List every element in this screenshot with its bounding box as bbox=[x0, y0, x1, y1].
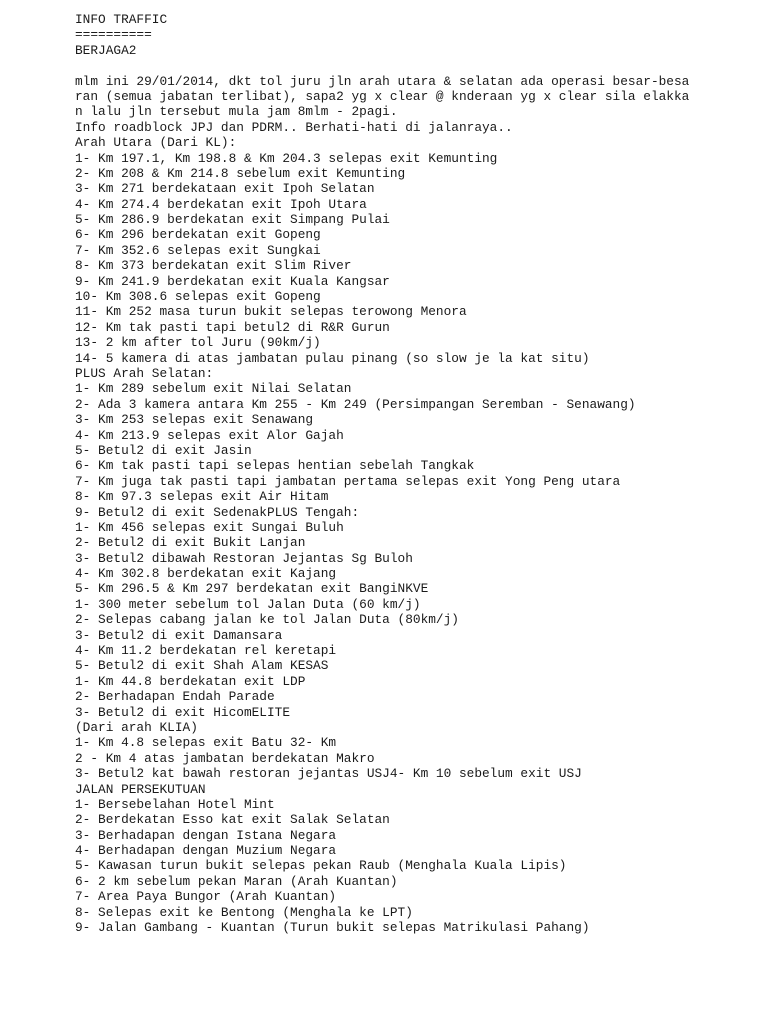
text-line: JALAN PERSEKUTUAN bbox=[75, 781, 206, 797]
text-line: 14- 5 kamera di atas jambatan pulau pinang (so slow je la kat situ) bbox=[75, 350, 590, 366]
text-line: 3- Betul2 di exit Damansara bbox=[75, 627, 283, 643]
text-line: 3- Km 271 berdekataan exit Ipoh Selatan bbox=[75, 181, 375, 197]
text-line: 5- Kawasan turun bukit selepas pekan Raub (Menghala Kuala Lipis) bbox=[75, 858, 567, 874]
text-line: 7- Area Paya Bungor (Arah Kuantan) bbox=[75, 889, 337, 905]
text-line: 2 - Km 4 atas jambatan berdekatan Makro bbox=[75, 750, 375, 766]
text-line: n lalu jln tersebut mula jam 8mlm - 2pagi. bbox=[75, 104, 398, 120]
text-line: 3- Betul2 kat bawah restoran jejantas USJ4- Km 10 sebelum exit USJ bbox=[75, 766, 582, 782]
text-line: (Dari arah KLIA) bbox=[75, 719, 198, 735]
text-line: 11- Km 252 masa turun bukit selepas terowong Menora bbox=[75, 304, 467, 320]
text-line: 12- Km tak pasti tapi betul2 di R&R Gurun bbox=[75, 319, 390, 335]
text-line: 2- Betul2 di exit Bukit Lanjan bbox=[75, 535, 306, 551]
text-line: 5- Betul2 di exit Shah Alam KESAS bbox=[75, 658, 329, 674]
text-line: 9- Betul2 di exit SedenakPLUS Tengah: bbox=[75, 504, 360, 520]
text-line: 6- Km 296 berdekatan exit Gopeng bbox=[75, 227, 321, 243]
text-line: 3- Betul2 di exit HicomELITE bbox=[75, 704, 291, 720]
document-page bbox=[75, 12, 755, 935]
document-body bbox=[75, 74, 755, 936]
text-line: PLUS Arah Selatan: bbox=[75, 365, 214, 381]
text-line: 7- Km juga tak pasti tapi jambatan pertama selepas exit Yong Peng utara bbox=[75, 473, 621, 489]
document-subtitle: BERJAGA2 bbox=[75, 42, 137, 58]
text-line: 3- Berhadapan dengan Istana Negara bbox=[75, 827, 337, 843]
title-underline: ========== bbox=[75, 27, 152, 43]
text-line: 3- Km 253 selepas exit Senawang bbox=[75, 412, 314, 428]
text-line: Info roadblock JPJ dan PDRM.. Berhati-hati di jalanraya.. bbox=[75, 119, 513, 135]
text-line: ran (semua jabatan terlibat), sapa2 yg x clear @ knderaan yg x clear sila elakka bbox=[75, 88, 690, 104]
text-line: 4- Km 213.9 selepas exit Alor Gajah bbox=[75, 427, 344, 443]
text-line: 4- Km 11.2 berdekatan rel keretapi bbox=[75, 643, 337, 659]
text-line: 4- Km 302.8 berdekatan exit Kajang bbox=[75, 566, 337, 582]
text-line: 5- Km 286.9 berdekatan exit Simpang Pulai bbox=[75, 212, 390, 228]
text-line: 1- Km 289 sebelum exit Nilai Selatan bbox=[75, 381, 352, 397]
text-line: 10- Km 308.6 selepas exit Gopeng bbox=[75, 289, 321, 305]
text-line: mlm ini 29/01/2014, dkt tol juru jln arah utara & selatan ada operasi besar-besa bbox=[75, 73, 690, 89]
text-line: 5- Betul2 di exit Jasin bbox=[75, 442, 252, 458]
text-line: 2- Km 208 & Km 214.8 sebelum exit Kemunting bbox=[75, 165, 406, 181]
text-line: 1- Km 4.8 selepas exit Batu 32- Km bbox=[75, 735, 337, 751]
text-line: 5- Km 296.5 & Km 297 berdekatan exit BangiNKVE bbox=[75, 581, 429, 597]
text-line: Arah Utara (Dari KL): bbox=[75, 135, 237, 151]
text-line: 7- Km 352.6 selepas exit Sungkai bbox=[75, 242, 321, 258]
text-line: 4- Km 274.4 berdekatan exit Ipoh Utara bbox=[75, 196, 367, 212]
text-line: 2- Selepas cabang jalan ke tol Jalan Duta (80km/j) bbox=[75, 612, 459, 628]
text-line: 2- Berdekatan Esso kat exit Salak Selatan bbox=[75, 812, 390, 828]
text-line: 2- Ada 3 kamera antara Km 255 - Km 249 (Persimpangan Seremban - Senawang) bbox=[75, 396, 636, 412]
text-line: 9- Km 241.9 berdekatan exit Kuala Kangsar bbox=[75, 273, 390, 289]
text-line: 1- 300 meter sebelum tol Jalan Duta (60 km/j) bbox=[75, 596, 421, 612]
blank-line bbox=[75, 58, 755, 73]
text-line: 8- Selepas exit ke Bentong (Menghala ke LPT) bbox=[75, 904, 413, 920]
text-line: 1- Bersebelahan Hotel Mint bbox=[75, 796, 275, 812]
text-line: 1- Km 44.8 berdekatan exit LDP bbox=[75, 673, 306, 689]
text-line: 6- Km tak pasti tapi selepas hentian sebelah Tangkak bbox=[75, 458, 475, 474]
text-line: 1- Km 456 selepas exit Sungai Buluh bbox=[75, 519, 344, 535]
text-line: 6- 2 km sebelum pekan Maran (Arah Kuantan) bbox=[75, 873, 398, 889]
text-line: 4- Berhadapan dengan Muzium Negara bbox=[75, 843, 337, 859]
text-line: 3- Betul2 dibawah Restoran Jejantas Sg Buloh bbox=[75, 550, 413, 566]
text-line: 13- 2 km after tol Juru (90km/j) bbox=[75, 335, 321, 351]
text-line: 8- Km 97.3 selepas exit Air Hitam bbox=[75, 489, 329, 505]
text-line: 8- Km 373 berdekatan exit Slim River bbox=[75, 258, 352, 274]
text-line: 9- Jalan Gambang - Kuantan (Turun bukit selepas Matrikulasi Pahang) bbox=[75, 920, 590, 936]
text-line: 2- Berhadapan Endah Parade bbox=[75, 689, 275, 705]
text-line: 1- Km 197.1, Km 198.8 & Km 204.3 selepas exit Kemunting bbox=[75, 150, 498, 166]
document-title: INFO TRAFFIC bbox=[75, 12, 168, 27]
